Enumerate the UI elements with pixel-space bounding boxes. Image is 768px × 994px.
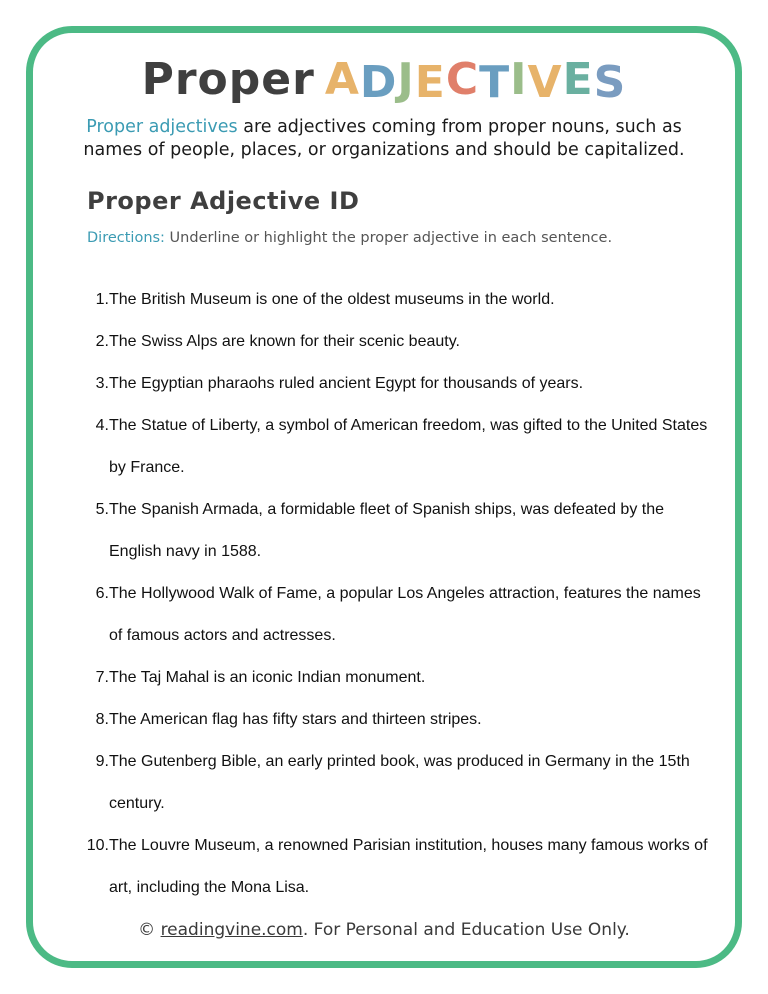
footer — [0, 918, 768, 942]
page-title — [0, 52, 768, 108]
sentence-list — [80, 279, 710, 909]
list-item-text: The Taj Mahal is an iconic Indian monument. — [109, 669, 426, 686]
list-item — [80, 825, 710, 909]
directions — [87, 228, 612, 248]
intro-text: are adjectives coming from proper nouns, such as names of people, places, or organizations and should be capitalized. — [83, 117, 685, 160]
footer-text: . For Personal and Education Use Only. — [302, 920, 630, 940]
list-item-number: 6. — [95, 585, 109, 602]
list-item — [80, 279, 710, 321]
list-item-text: The British Museum is one of the oldest museums in the world. — [109, 291, 555, 308]
directions-text: Underline or highlight the proper adjective in each sentence. — [164, 230, 613, 246]
title-letter: A — [324, 54, 360, 105]
list-item — [80, 405, 710, 489]
list-item-number: 8. — [95, 711, 109, 728]
footer-link[interactable]: readingvine.com — [160, 920, 303, 940]
list-item — [80, 657, 710, 699]
title-word-proper: Proper — [141, 54, 315, 105]
list-item-number: 3. — [95, 375, 109, 392]
intro-definition — [60, 116, 708, 162]
intro-term: Proper adjectives — [86, 117, 238, 137]
footer-copyright: © — [138, 920, 161, 940]
list-item-text: The Spanish Armada, a formidable fleet of Spanish ships, was defeated by the English navy in 1588. — [109, 501, 664, 560]
list-item — [80, 573, 710, 657]
list-item-number: 2. — [95, 333, 109, 350]
list-item-number: 4. — [95, 417, 109, 434]
list-item-number: 9. — [95, 753, 109, 770]
list-item-text: The Louvre Museum, a renowned Parisian institution, houses many famous works of art, including the Mona Lisa. — [109, 837, 708, 896]
title-word-adjectives — [324, 54, 627, 108]
list-item — [80, 321, 710, 363]
list-item-text: The Gutenberg Bible, an early printed book, was produced in Germany in the 15th century. — [109, 753, 690, 812]
list-item-text: The Swiss Alps are known for their scenic beauty. — [109, 333, 460, 350]
list-item — [80, 699, 710, 741]
title-letter: S — [593, 57, 627, 108]
list-item — [80, 741, 710, 825]
title-letter: C — [445, 54, 480, 105]
list-item-number: 10. — [86, 837, 109, 854]
list-item — [80, 489, 710, 573]
section-title: Proper Adjective ID — [87, 187, 360, 215]
title-letter: D — [359, 57, 398, 108]
list-item-text: The American flag has fifty stars and thirteen stripes. — [109, 711, 482, 728]
list-item-number: 1. — [95, 291, 109, 308]
list-item-text: The Egyptian pharaohs ruled ancient Egypt for thousands of years. — [109, 375, 584, 392]
list-item-text: The Statue of Liberty, a symbol of American freedom, was gifted to the United States by France. — [109, 417, 708, 476]
directions-label: Directions: — [87, 230, 165, 246]
title-letter: E — [414, 57, 446, 108]
title-letter: J — [397, 54, 415, 105]
list-item — [80, 363, 710, 405]
title-letter: E — [562, 54, 594, 105]
list-item-number: 7. — [95, 669, 109, 686]
title-letter: V — [527, 57, 563, 108]
title-letter: I — [510, 54, 528, 105]
list-item-text: The Hollywood Walk of Fame, a popular Los Angeles attraction, features the names of famous actors and actresses. — [109, 585, 701, 644]
title-letter: T — [479, 57, 511, 108]
list-item-number: 5. — [95, 501, 109, 518]
